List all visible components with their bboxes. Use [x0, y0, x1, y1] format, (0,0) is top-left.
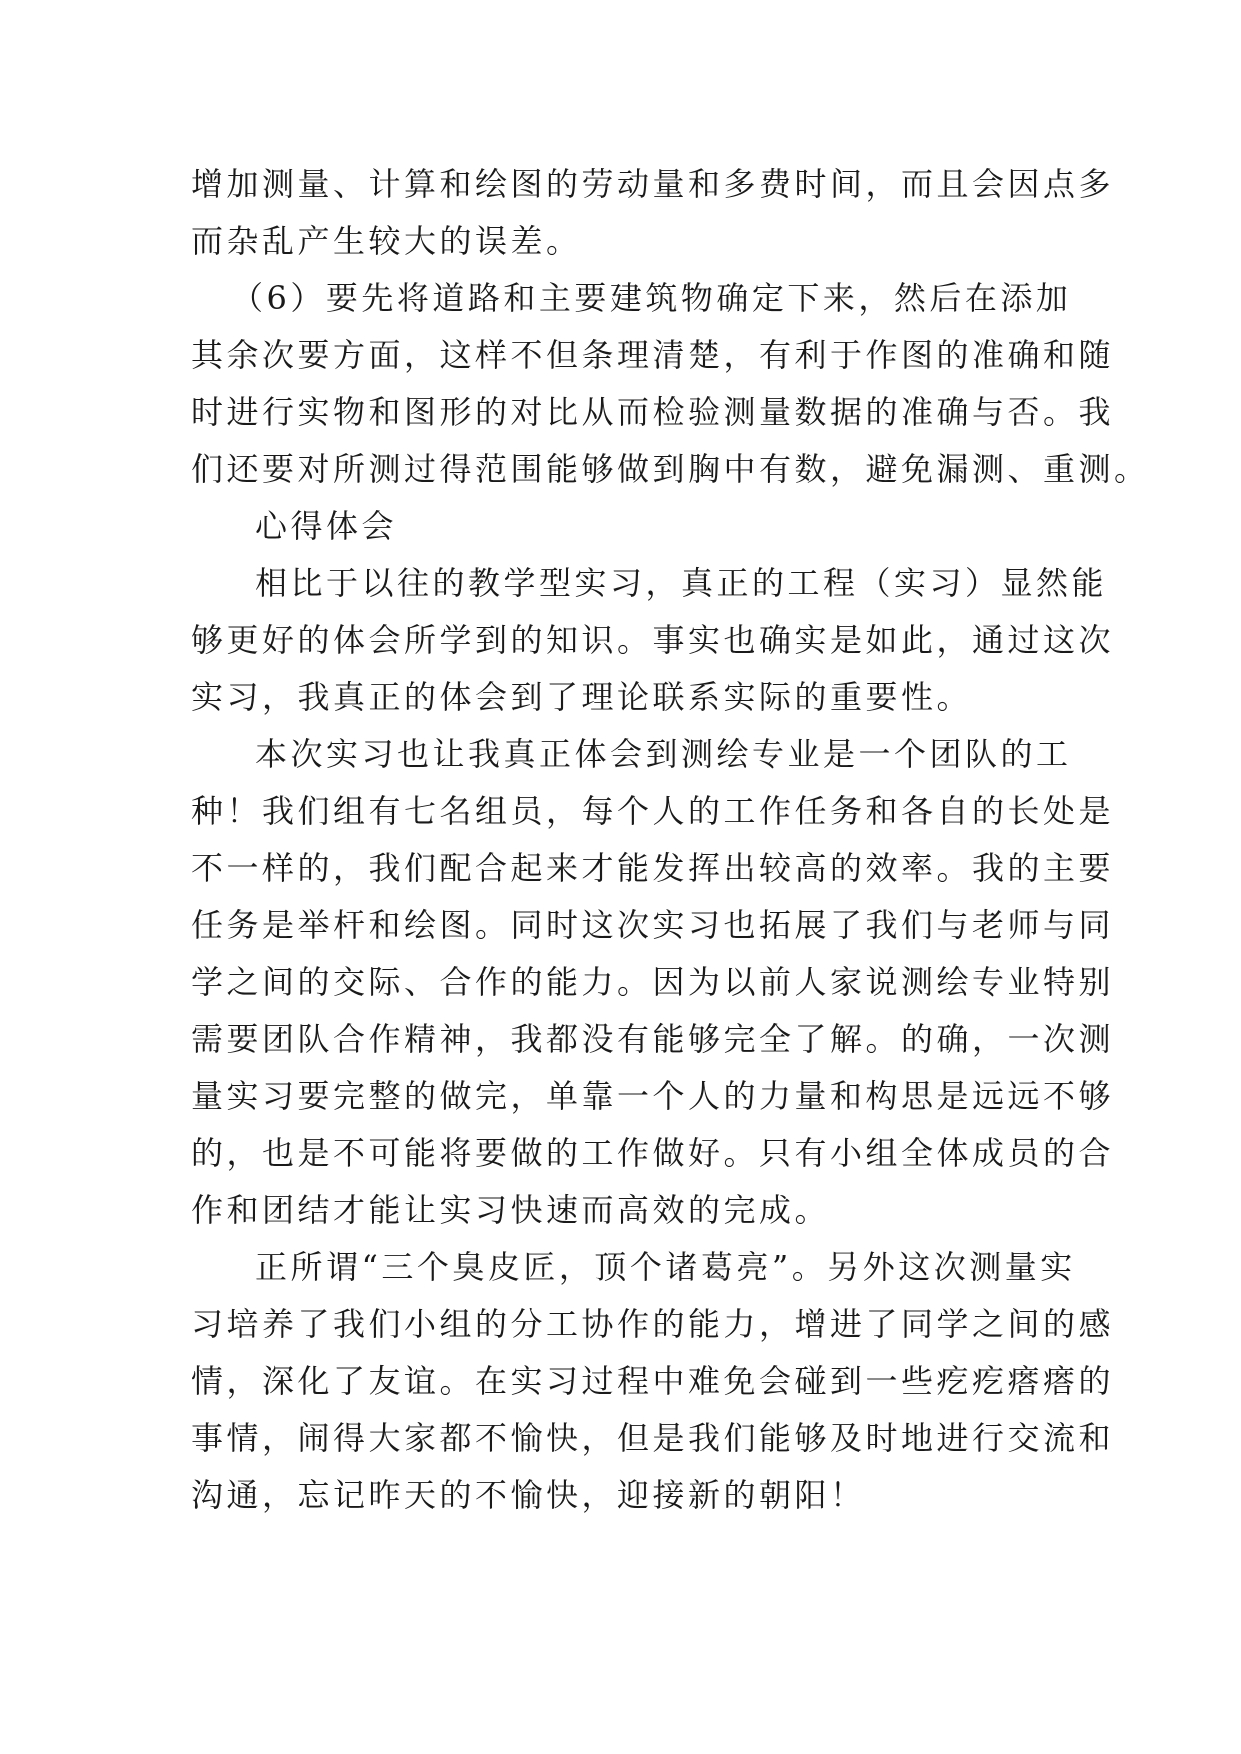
text-line: 够更好的体会所学到的知识。事实也确实是如此，通过这次 — [191, 621, 1115, 659]
heading-text: 心得体会 — [255, 507, 398, 545]
text-line: 相比于以往的教学型实习，真正的工程（实习）显然能 — [255, 564, 1108, 602]
paragraph — [191, 156, 1115, 270]
text-line: （6）要先将道路和主要建筑物确定下来，然后在添加 — [231, 279, 1072, 317]
text-line: 本次实习也让我真正体会到测绘专业是一个团队的工 — [255, 735, 1072, 773]
text-line: 量实习要完整的做完，单靠一个人的力量和构思是远远不够 — [191, 1077, 1115, 1115]
text-line: 情，深化了友谊。在实习过程中难免会碰到一些疙疙瘩瘩的 — [191, 1362, 1115, 1400]
text-line: 增加测量、计算和绘图的劳动量和多费时间，而且会因点多 — [191, 165, 1115, 203]
text-line: 沟通，忘记昨天的不愉快，迎接新的朝阳！ — [191, 1476, 866, 1514]
text-line: 的，也是不可能将要做的工作做好。只有小组全体成员的合 — [191, 1134, 1115, 1172]
text-line: 实习，我真正的体会到了理论联系实际的重要性。 — [191, 678, 973, 716]
text-line: 其余次要方面，这样不但条理清楚，有利于作图的准确和随 — [191, 336, 1115, 374]
paragraph — [191, 1239, 1115, 1524]
text-line: 习培养了我们小组的分工协作的能力，增进了同学之间的感 — [191, 1305, 1115, 1343]
text-line: 时进行实物和图形的对比从而检验测量数据的准确与否。我 — [191, 393, 1115, 431]
text-line: 学之间的交际、合作的能力。因为以前人家说测绘专业特别 — [191, 963, 1115, 1001]
text-line: 而杂乱产生较大的误差。 — [191, 222, 582, 260]
text-line: 作和团结才能让实习快速而高效的完成。 — [191, 1191, 831, 1229]
paragraph — [191, 726, 1115, 1239]
document-body — [191, 156, 1150, 1524]
text-line: 事情，闹得大家都不愉快，但是我们能够及时地进行交流和 — [191, 1419, 1115, 1457]
text-line: 正所谓“三个臭皮匠，顶个诸葛亮”。另外这次测量实 — [255, 1248, 1076, 1286]
text-line: 不一样的，我们配合起来才能发挥出较高的效率。我的主要 — [191, 849, 1115, 887]
text-line: 需要团队合作精神，我都没有能够完全了解。的确，一次测 — [191, 1020, 1115, 1058]
section-heading — [191, 498, 1051, 555]
text-line: 种！我们组有七名组员，每个人的工作任务和各自的长处是 — [191, 792, 1115, 830]
text-line: 们还要对所测过得范围能够做到胸中有数，避免漏测、重测。 — [191, 450, 1150, 488]
text-line: 任务是举杆和绘图。同时这次实习也拓展了我们与老师与同 — [191, 906, 1115, 944]
paragraph — [191, 555, 1115, 726]
paragraph — [191, 270, 1150, 498]
